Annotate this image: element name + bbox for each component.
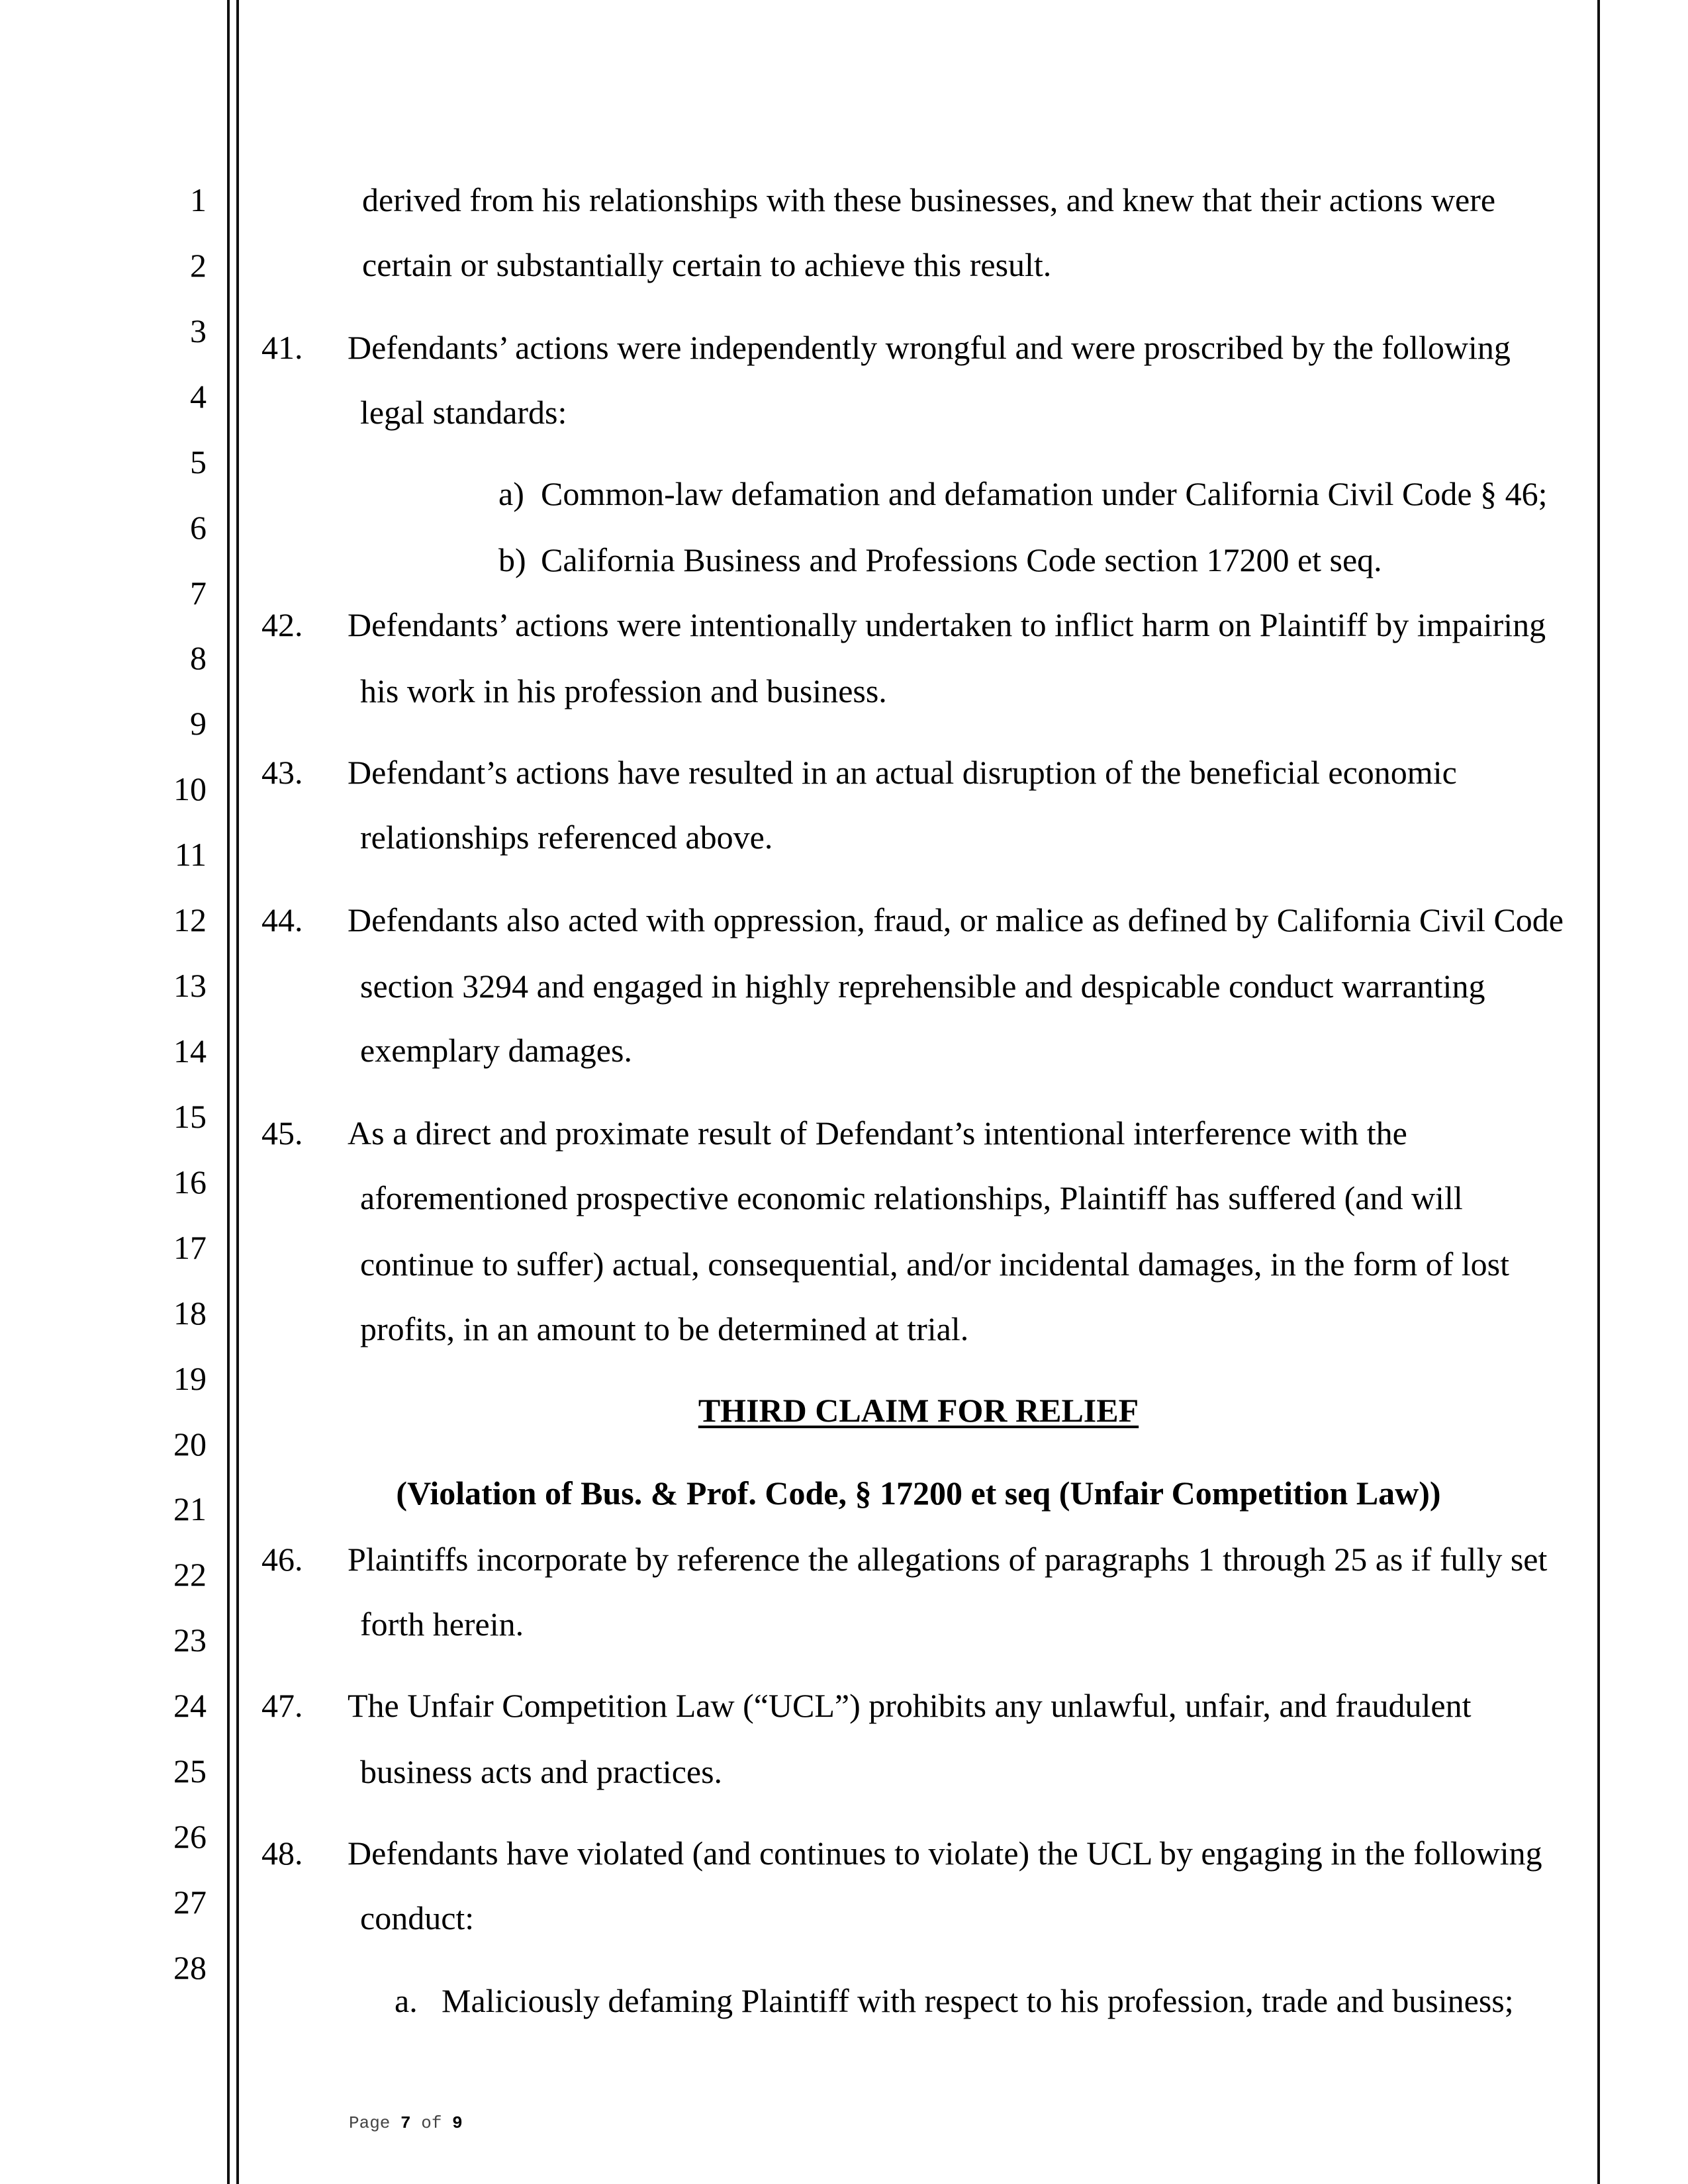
body-line: conduct:: [360, 1899, 475, 1936]
line-number: 18: [173, 1295, 207, 1332]
body-line: section 3294 and engaged in highly reprehensible and despicable conduct warranting: [360, 968, 1485, 1005]
list-item: California Business and Professions Code section 17200 et seq.: [541, 541, 1382, 578]
line-number: 16: [173, 1163, 207, 1201]
line-number: 25: [173, 1752, 207, 1790]
paragraph-number: 46.: [261, 1541, 303, 1578]
paragraph-number: 47.: [261, 1687, 303, 1724]
body-line: legal standards:: [360, 394, 567, 431]
paragraph-number: 41.: [261, 329, 303, 366]
line-number: 27: [173, 1884, 207, 1921]
body-line: derived from his relationships with these businesses, and knew that their actions were: [362, 181, 1496, 218]
body-line: Defendant’s actions have resulted in an actual disruption of the beneficial economic: [348, 754, 1457, 791]
line-number: 6: [190, 509, 207, 546]
line-number: 3: [190, 312, 207, 349]
body-line: continue to suffer) actual, consequential, and/or incidental damages, in the form of lost: [360, 1246, 1510, 1283]
paragraph-number: 45.: [261, 1115, 303, 1152]
body-line: certain or substantially certain to achieve this result.: [362, 246, 1052, 283]
list-marker: a): [498, 475, 524, 512]
line-number: 15: [173, 1098, 207, 1135]
page-footer: [349, 2113, 463, 2133]
paragraph-number: 48.: [261, 1835, 303, 1872]
line-number: 9: [190, 705, 207, 742]
right-margin-rule: [1597, 0, 1600, 2184]
body-line: Plaintiffs incorporate by reference the allegations of paragraphs 1 through 25 as if fully set: [348, 1541, 1548, 1578]
line-number: 26: [173, 1818, 207, 1855]
line-number: 13: [173, 967, 207, 1004]
list-item: Common-law defamation and defamation under California Civil Code § 46;: [541, 475, 1548, 512]
left-margin-rule-outer: [227, 0, 230, 2184]
list-item: Maliciously defaming Plaintiff with respect to his profession, trade and business;: [442, 1982, 1514, 2019]
line-number: 19: [173, 1360, 207, 1397]
line-number: 14: [173, 1032, 207, 1069]
body-line: As a direct and proximate result of Defendant’s intentional interference with the: [348, 1115, 1407, 1152]
body-line: relationships referenced above.: [360, 819, 773, 856]
section-title: [238, 1394, 1599, 1427]
body-line: Defendants also acted with oppression, fraud, or malice as defined by California Civil Code: [348, 901, 1564, 938]
body-line: The Unfair Competition Law (“UCL”) prohibits any unlawful, unfair, and fraudulent: [348, 1687, 1472, 1724]
list-marker: a.: [395, 1982, 418, 2019]
body-line: business acts and practices.: [360, 1753, 723, 1790]
body-line: Defendants have violated (and continues to violate) the UCL by engaging in the following: [348, 1835, 1542, 1872]
section-subtitle: (Violation of Bus. & Prof. Code, § 17200 et seq (Unfair Competition Law)): [396, 1475, 1441, 1512]
line-number: 11: [174, 836, 207, 873]
line-number: 1: [190, 181, 207, 218]
line-number: 2: [190, 247, 207, 284]
line-number: 8: [190, 639, 207, 676]
list-marker: b): [498, 541, 526, 578]
body-line: Defendants’ actions were independently wrongful and were proscribed by the following: [348, 329, 1511, 366]
line-number: 4: [190, 378, 207, 415]
line-number: 24: [173, 1687, 207, 1724]
line-number: 10: [173, 770, 207, 807]
paragraph-number: 43.: [261, 754, 303, 791]
body-line: aforementioned prospective economic relationships, Plaintiff has suffered (and will: [360, 1179, 1463, 1216]
paragraph-number: 44.: [261, 901, 303, 938]
line-number: 20: [173, 1426, 207, 1463]
body-line: Defendants’ actions were intentionally undertaken to inflict harm on Plaintiff by impairing: [348, 606, 1546, 643]
paragraph-number: 42.: [261, 606, 303, 643]
body-line: forth herein.: [360, 1606, 524, 1643]
page-label: Page: [349, 2113, 391, 2133]
line-number: 28: [173, 1949, 207, 1986]
line-number: 21: [173, 1490, 207, 1527]
line-number: 23: [173, 1621, 207, 1659]
line-number: 5: [190, 443, 207, 480]
page-current: 7: [400, 2113, 411, 2133]
line-number: 17: [173, 1229, 207, 1266]
page-total: 9: [452, 2113, 463, 2133]
body-line: profits, in an amount to be determined at trial.: [360, 1310, 969, 1347]
section-title-text: THIRD CLAIM FOR RELIEF: [698, 1392, 1139, 1429]
body-line: exemplary damages.: [360, 1032, 632, 1069]
left-margin-rule-inner: [236, 0, 239, 2184]
line-number: 7: [190, 574, 207, 612]
of-label: of: [421, 2113, 442, 2133]
line-number: 22: [173, 1556, 207, 1593]
line-number: 12: [173, 901, 207, 938]
body-line: his work in his profession and business.: [360, 672, 887, 709]
